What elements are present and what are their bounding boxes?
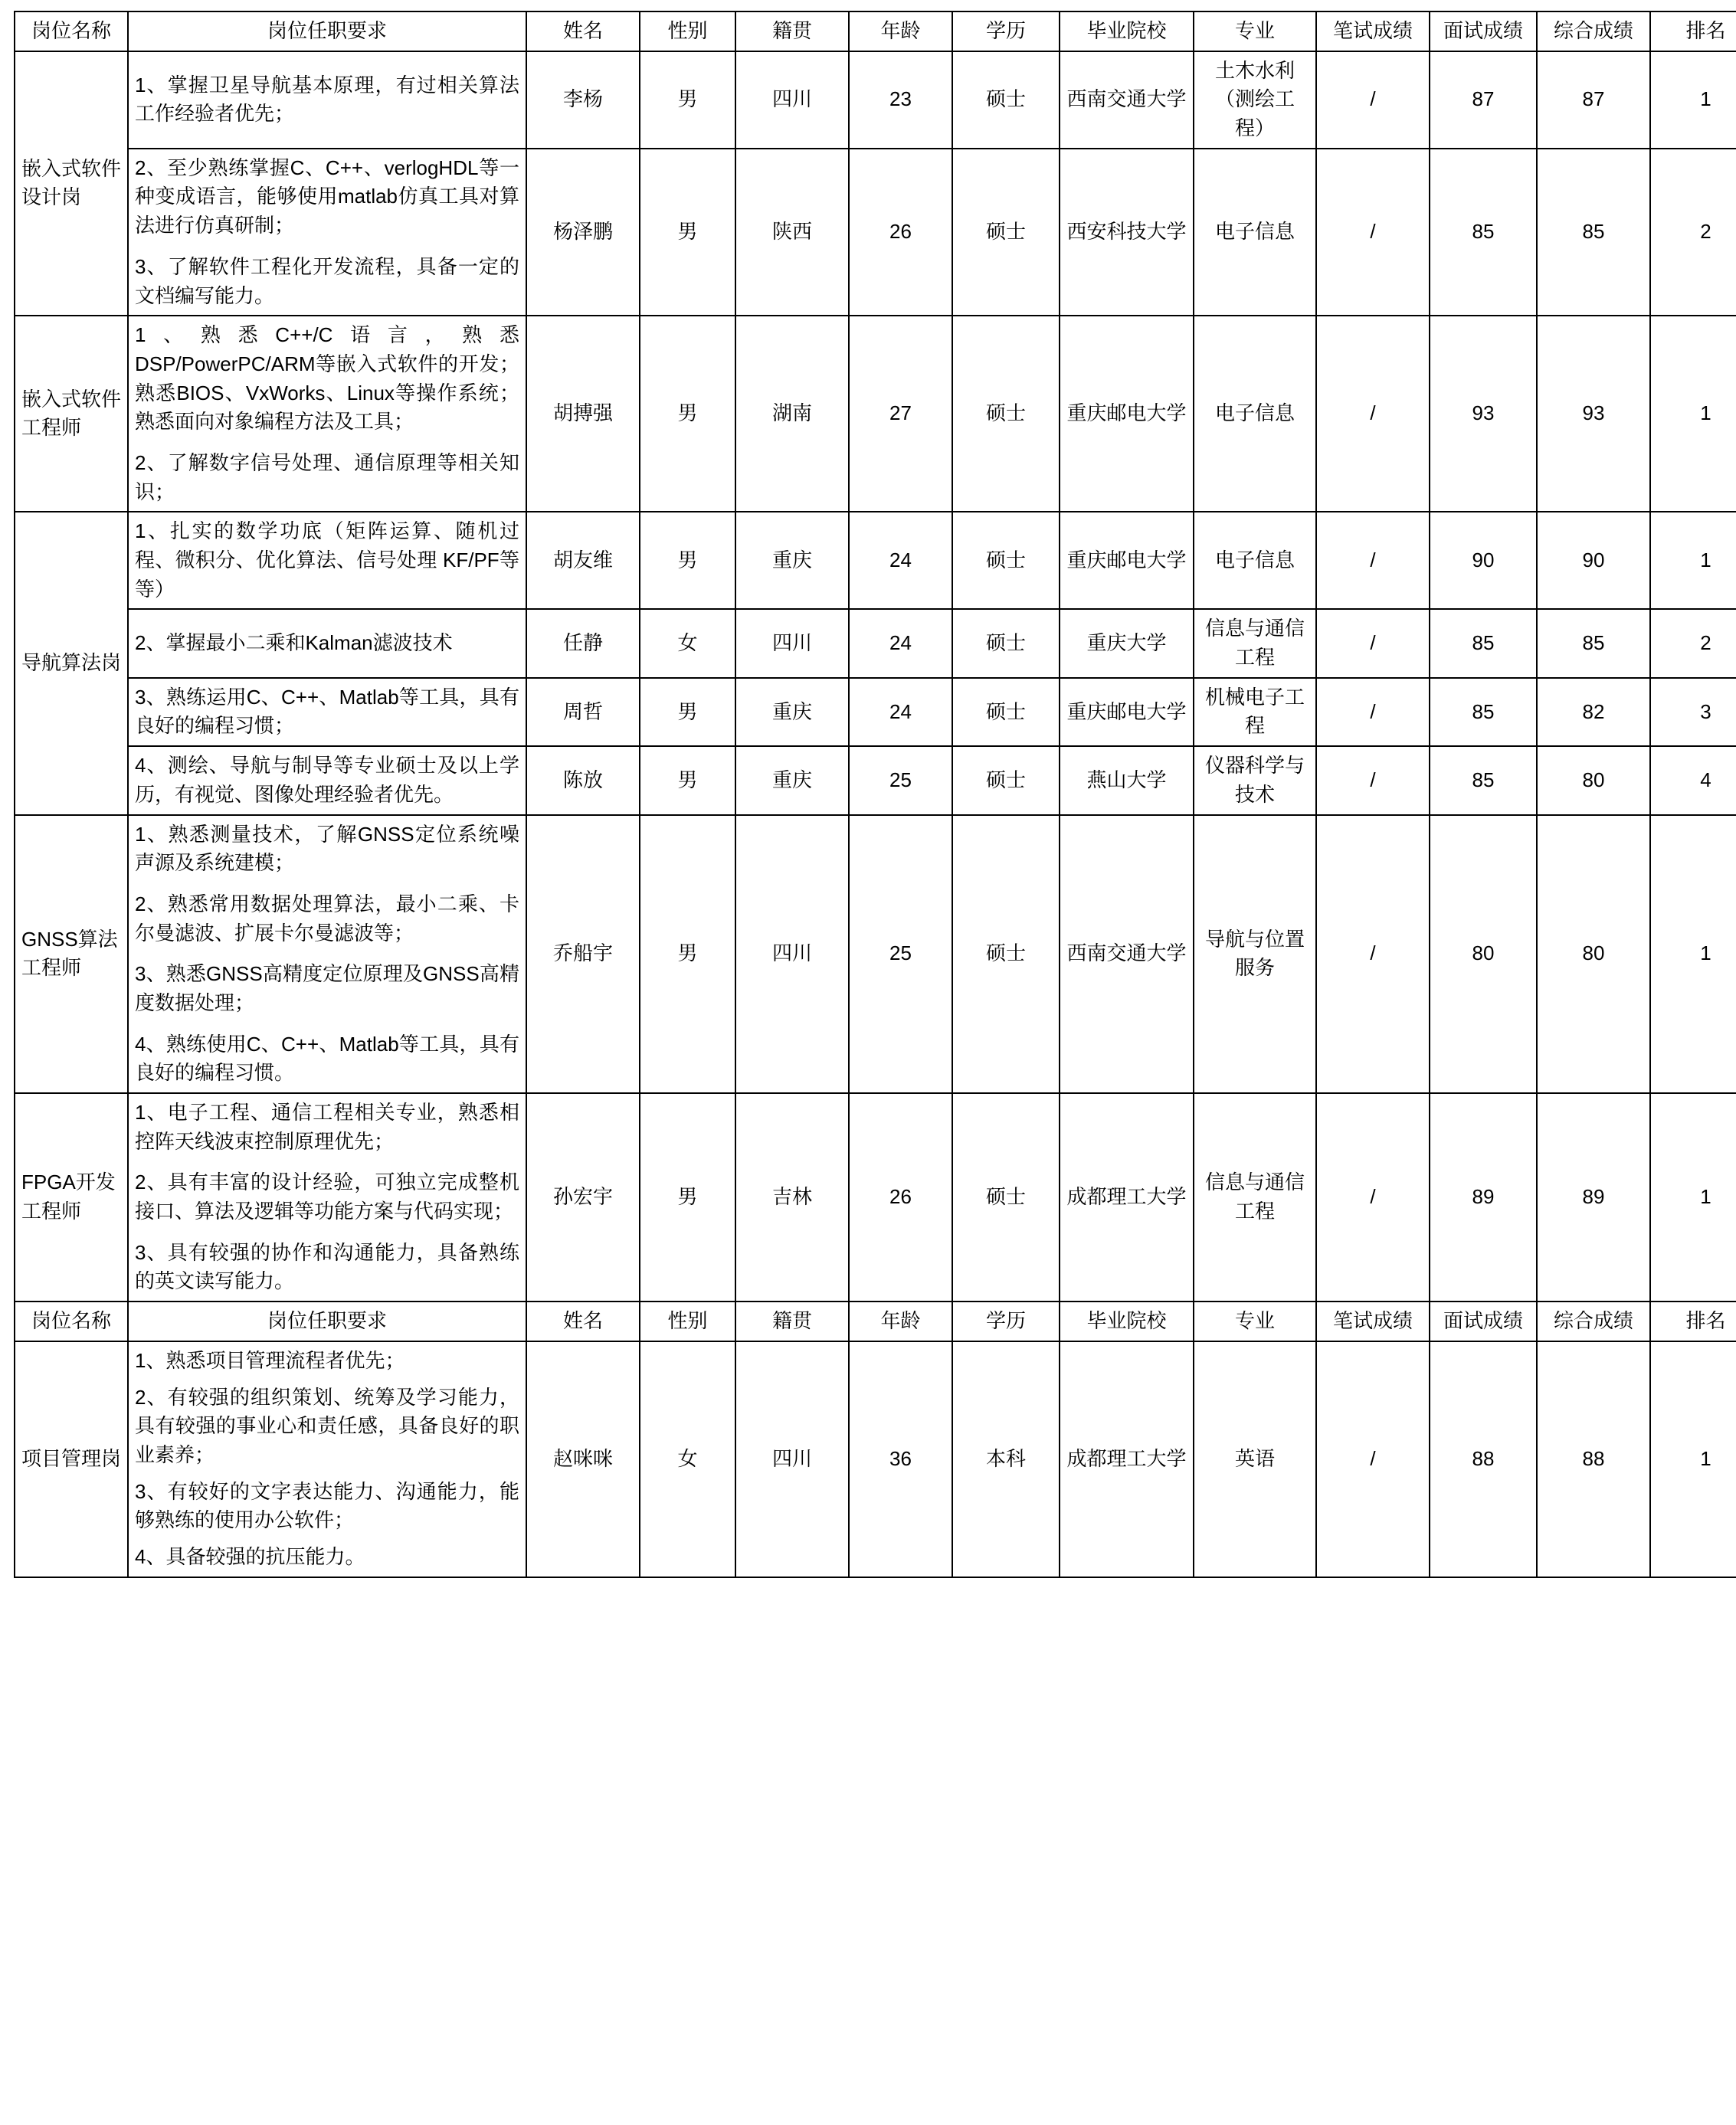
- candidate-name: 胡搏强: [526, 316, 640, 512]
- candidate-age: 24: [849, 678, 952, 746]
- candidate-rank: 2: [1650, 609, 1736, 677]
- requirement-item: 3、了解软件工程化开发流程，具备一定的文档编写能力。: [135, 254, 519, 307]
- post-name: FPGA开发工程师: [15, 1093, 128, 1302]
- candidate-written-score: /: [1316, 1093, 1430, 1302]
- candidate-major: 电子信息: [1194, 512, 1316, 609]
- candidate-major: 土木水利（测绘工程）: [1194, 51, 1316, 149]
- candidate-comprehensive-score: 82: [1537, 678, 1650, 746]
- requirement-item: 2、掌握最小二乘和Kalman滤波技术: [135, 631, 453, 655]
- column-header: 学历: [952, 11, 1060, 51]
- post-name: 嵌入式软件设计岗: [15, 51, 128, 316]
- candidate-written-score: /: [1316, 149, 1430, 316]
- candidate-name: 杨泽鹏: [526, 149, 640, 316]
- candidate-name: 陈放: [526, 746, 640, 814]
- candidate-major: 英语: [1194, 1341, 1316, 1577]
- candidate-education: 硕士: [952, 678, 1060, 746]
- candidate-gender: 男: [640, 1093, 735, 1302]
- candidate-interview-score: 85: [1430, 609, 1537, 677]
- table-header-row: [15, 1302, 1736, 1341]
- table-row: [15, 678, 1736, 746]
- candidate-education: 硕士: [952, 815, 1060, 1094]
- candidate-interview-score: 88: [1430, 1341, 1537, 1577]
- candidate-school: 重庆邮电大学: [1060, 316, 1194, 512]
- post-requirements: [128, 609, 526, 677]
- candidate-native-place: 湖南: [735, 316, 849, 512]
- candidate-interview-score: 93: [1430, 316, 1537, 512]
- candidate-rank: 1: [1650, 1093, 1736, 1302]
- candidate-native-place: 四川: [735, 609, 849, 677]
- table-row: [15, 149, 1736, 316]
- requirement-item: 2、具有丰富的设计经验，可独立完成整机接口、算法及逻辑等功能方案与代码实现；: [135, 1171, 519, 1223]
- candidate-interview-score: 89: [1430, 1093, 1537, 1302]
- candidate-education: 硕士: [952, 1093, 1060, 1302]
- column-header: 排名: [1650, 11, 1736, 51]
- candidate-written-score: /: [1316, 678, 1430, 746]
- post-requirements: [128, 746, 526, 814]
- candidate-name: 赵咪咪: [526, 1341, 640, 1577]
- table-row: [15, 1341, 1736, 1577]
- requirement-item: 3、熟练运用C、C++、Matlab等工具，具有良好的编程习惯；: [135, 685, 519, 738]
- candidate-name: 乔船宇: [526, 815, 640, 1094]
- candidate-native-place: 陕西: [735, 149, 849, 316]
- post-name: 项目管理岗: [15, 1341, 128, 1577]
- candidate-written-score: /: [1316, 746, 1430, 814]
- candidate-education: 本科: [952, 1341, 1060, 1577]
- candidate-major: 仪器科学与技术: [1194, 746, 1316, 814]
- requirement-item: 1、掌握卫星导航基本原理，有过相关算法工作经验者优先；: [135, 73, 519, 126]
- candidate-interview-score: 87: [1430, 51, 1537, 149]
- candidate-school: 重庆大学: [1060, 609, 1194, 677]
- post-name: 导航算法岗: [15, 512, 128, 814]
- candidate-age: 24: [849, 512, 952, 609]
- post-name: 嵌入式软件工程师: [15, 316, 128, 512]
- table-row: [15, 815, 1736, 1094]
- candidate-education: 硕士: [952, 316, 1060, 512]
- candidate-gender: 男: [640, 51, 735, 149]
- column-header: 岗位名称: [15, 11, 128, 51]
- post-requirements: [128, 316, 526, 512]
- table-row: [15, 316, 1736, 512]
- candidate-native-place: 四川: [735, 1341, 849, 1577]
- candidate-name: 任静: [526, 609, 640, 677]
- candidate-gender: 男: [640, 512, 735, 609]
- candidate-major: 机械电子工程: [1194, 678, 1316, 746]
- requirement-item: 4、测绘、导航与制导等专业硕士及以上学历，有视觉、图像处理经验者优先。: [135, 754, 519, 806]
- candidate-comprehensive-score: 88: [1537, 1341, 1650, 1577]
- table-body: [15, 11, 1736, 1577]
- candidate-school: 燕山大学: [1060, 746, 1194, 814]
- column-header: 姓名: [526, 11, 640, 51]
- requirement-item: 4、具备较强的抗压能力。: [135, 1544, 365, 1568]
- candidate-interview-score: 90: [1430, 512, 1537, 609]
- column-header: 籍贯: [735, 1302, 849, 1341]
- candidate-age: 25: [849, 746, 952, 814]
- candidate-gender: 男: [640, 746, 735, 814]
- column-header: 年龄: [849, 11, 952, 51]
- requirement-item: 2、至少熟练掌握C、C++、verlogHDL等一种变成语言，能够使用matlab仿真工具对算法进行仿真研制；: [135, 156, 519, 237]
- column-header: 专业: [1194, 1302, 1316, 1341]
- candidate-interview-score: 85: [1430, 678, 1537, 746]
- candidate-rank: 2: [1650, 149, 1736, 316]
- requirement-item: 3、熟悉GNSS高精度定位原理及GNSS高精度数据处理；: [135, 962, 519, 1014]
- candidate-school: 西南交通大学: [1060, 51, 1194, 149]
- candidate-education: 硕士: [952, 512, 1060, 609]
- candidate-comprehensive-score: 89: [1537, 1093, 1650, 1302]
- requirement-item: 1、熟悉C++/C语言，熟悉DSP/PowerPC/ARM等嵌入式软件的开发；熟悉BIOS、VxWorks、Linux等操作系统；熟悉面向对象编程方法及工具；: [135, 323, 519, 434]
- candidate-school: 西安科技大学: [1060, 149, 1194, 316]
- candidate-interview-score: 85: [1430, 746, 1537, 814]
- candidate-school: 成都理工大学: [1060, 1341, 1194, 1577]
- candidate-school: 成都理工大学: [1060, 1093, 1194, 1302]
- column-header: 面试成绩: [1430, 1302, 1537, 1341]
- candidate-gender: 男: [640, 316, 735, 512]
- candidate-native-place: 吉林: [735, 1093, 849, 1302]
- requirement-item: 1、熟悉项目管理流程者优先；: [135, 1348, 405, 1372]
- requirement-item: 4、熟练使用C、C++、Matlab等工具，具有良好的编程习惯。: [135, 1032, 519, 1085]
- post-requirements: [128, 149, 526, 316]
- column-header: 毕业院校: [1060, 1302, 1194, 1341]
- column-header: 岗位任职要求: [128, 11, 526, 51]
- recruitment-results-table: [14, 11, 1736, 1578]
- candidate-major: 信息与通信工程: [1194, 1093, 1316, 1302]
- candidate-rank: 1: [1650, 815, 1736, 1094]
- post-requirements: [128, 51, 526, 149]
- post-requirements: [128, 1341, 526, 1577]
- candidate-education: 硕士: [952, 51, 1060, 149]
- post-requirements: [128, 678, 526, 746]
- candidate-native-place: 四川: [735, 815, 849, 1094]
- requirement-item: 3、有较好的文字表达能力、沟通能力，能够熟练的使用办公软件；: [135, 1479, 519, 1532]
- post-requirements: [128, 1093, 526, 1302]
- candidate-native-place: 四川: [735, 51, 849, 149]
- candidate-gender: 女: [640, 1341, 735, 1577]
- candidate-comprehensive-score: 87: [1537, 51, 1650, 149]
- candidate-written-score: /: [1316, 316, 1430, 512]
- candidate-rank: 1: [1650, 51, 1736, 149]
- candidate-comprehensive-score: 80: [1537, 815, 1650, 1094]
- candidate-rank: 1: [1650, 316, 1736, 512]
- table-row: [15, 609, 1736, 677]
- candidate-major: 信息与通信工程: [1194, 609, 1316, 677]
- column-header: 性别: [640, 1302, 735, 1341]
- requirement-item: 2、熟悉常用数据处理算法，最小二乘、卡尔曼滤波、扩展卡尔曼滤波等；: [135, 892, 519, 945]
- table-row: [15, 512, 1736, 609]
- candidate-school: 西南交通大学: [1060, 815, 1194, 1094]
- candidate-gender: 女: [640, 609, 735, 677]
- column-header: 毕业院校: [1060, 11, 1194, 51]
- candidate-name: 李杨: [526, 51, 640, 149]
- column-header: 岗位任职要求: [128, 1302, 526, 1341]
- candidate-gender: 男: [640, 149, 735, 316]
- candidate-major: 导航与位置服务: [1194, 815, 1316, 1094]
- requirement-item: 1、熟悉测量技术，了解GNSS定位系统噪声源及系统建模；: [135, 822, 519, 875]
- candidate-age: 36: [849, 1341, 952, 1577]
- column-header: 综合成绩: [1537, 1302, 1650, 1341]
- column-header: 专业: [1194, 11, 1316, 51]
- candidate-gender: 男: [640, 815, 735, 1094]
- candidate-native-place: 重庆: [735, 678, 849, 746]
- candidate-age: 25: [849, 815, 952, 1094]
- candidate-interview-score: 80: [1430, 815, 1537, 1094]
- candidate-comprehensive-score: 85: [1537, 609, 1650, 677]
- post-requirements: [128, 815, 526, 1094]
- candidate-education: 硕士: [952, 746, 1060, 814]
- column-header: 学历: [952, 1302, 1060, 1341]
- candidate-rank: 1: [1650, 512, 1736, 609]
- table-row: [15, 51, 1736, 149]
- candidate-age: 27: [849, 316, 952, 512]
- candidate-written-score: /: [1316, 1341, 1430, 1577]
- candidate-name: 胡友维: [526, 512, 640, 609]
- candidate-comprehensive-score: 85: [1537, 149, 1650, 316]
- candidate-gender: 男: [640, 678, 735, 746]
- candidate-rank: 4: [1650, 746, 1736, 814]
- column-header: 笔试成绩: [1316, 11, 1430, 51]
- candidate-age: 24: [849, 609, 952, 677]
- column-header: 年龄: [849, 1302, 952, 1341]
- candidate-major: 电子信息: [1194, 149, 1316, 316]
- candidate-education: 硕士: [952, 149, 1060, 316]
- post-requirements: [128, 512, 526, 609]
- requirement-item: 1、扎实的数学功底（矩阵运算、随机过程、微积分、优化算法、信号处理 KF/PF等等）: [135, 519, 519, 601]
- candidate-age: 23: [849, 51, 952, 149]
- column-header: 排名: [1650, 1302, 1736, 1341]
- column-header: 姓名: [526, 1302, 640, 1341]
- candidate-major: 电子信息: [1194, 316, 1316, 512]
- column-header: 面试成绩: [1430, 11, 1537, 51]
- table-row: [15, 1093, 1736, 1302]
- candidate-written-score: /: [1316, 512, 1430, 609]
- candidate-comprehensive-score: 80: [1537, 746, 1650, 814]
- candidate-written-score: /: [1316, 51, 1430, 149]
- requirement-item: 3、具有较强的协作和沟通能力，具备熟练的英文读写能力。: [135, 1240, 519, 1293]
- candidate-native-place: 重庆: [735, 512, 849, 609]
- column-header: 籍贯: [735, 11, 849, 51]
- table-row: [15, 746, 1736, 814]
- column-header: 综合成绩: [1537, 11, 1650, 51]
- candidate-written-score: /: [1316, 609, 1430, 677]
- candidate-school: 重庆邮电大学: [1060, 512, 1194, 609]
- candidate-native-place: 重庆: [735, 746, 849, 814]
- requirement-item: 1、电子工程、通信工程相关专业，熟悉相控阵天线波束控制原理优先；: [135, 1101, 519, 1153]
- candidate-comprehensive-score: 90: [1537, 512, 1650, 609]
- candidate-comprehensive-score: 93: [1537, 316, 1650, 512]
- requirement-item: 2、有较强的组织策划、统筹及学习能力，具有较强的事业心和责任感，具备良好的职业素养；: [135, 1385, 519, 1466]
- candidate-age: 26: [849, 149, 952, 316]
- column-header: 笔试成绩: [1316, 1302, 1430, 1341]
- post-name: GNSS算法工程师: [15, 815, 128, 1094]
- candidate-interview-score: 85: [1430, 149, 1537, 316]
- candidate-rank: 1: [1650, 1341, 1736, 1577]
- requirement-item: 2、了解数字信号处理、通信原理等相关知识；: [135, 450, 519, 503]
- candidate-school: 重庆邮电大学: [1060, 678, 1194, 746]
- table-header-row: [15, 11, 1736, 51]
- candidate-name: 周哲: [526, 678, 640, 746]
- column-header: 性别: [640, 11, 735, 51]
- candidate-name: 孙宏宇: [526, 1093, 640, 1302]
- candidate-rank: 3: [1650, 678, 1736, 746]
- candidate-education: 硕士: [952, 609, 1060, 677]
- candidate-written-score: /: [1316, 815, 1430, 1094]
- column-header: 岗位名称: [15, 1302, 128, 1341]
- candidate-age: 26: [849, 1093, 952, 1302]
